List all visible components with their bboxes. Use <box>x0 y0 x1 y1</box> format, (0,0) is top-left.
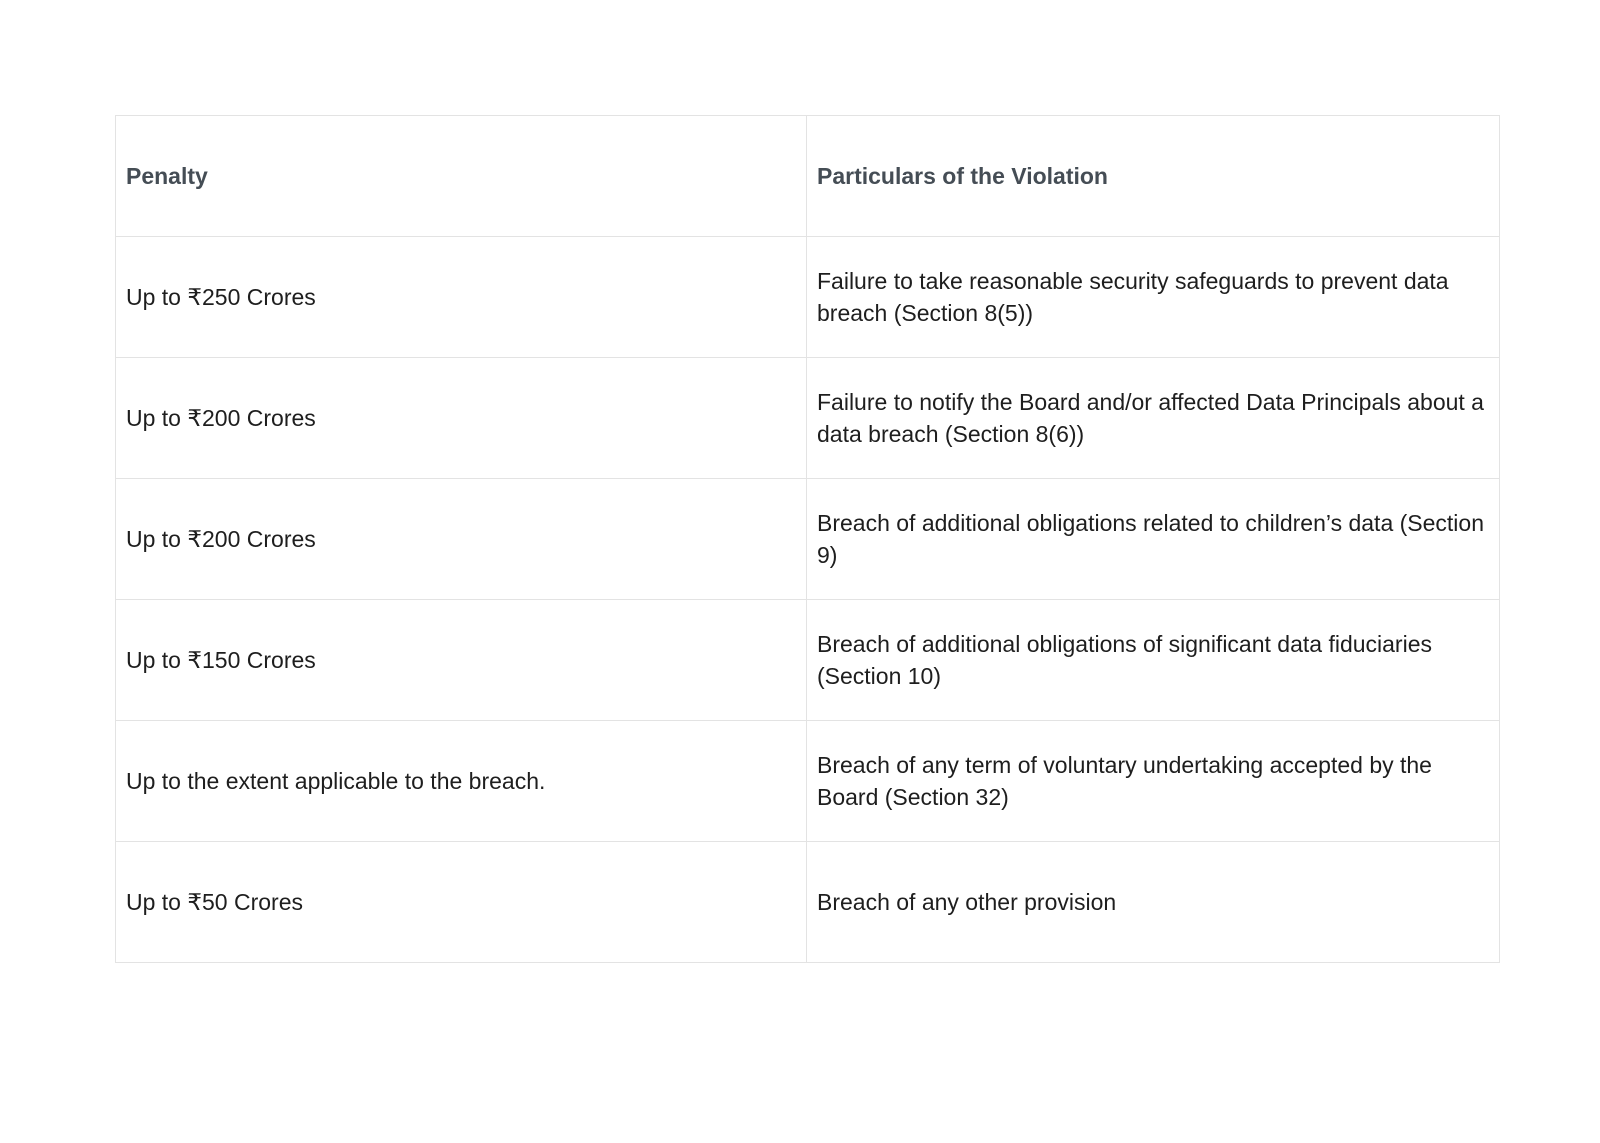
particulars-cell: Breach of additional obligations related to children’s data (Section 9) <box>807 479 1500 600</box>
particulars-cell: Failure to take reasonable security safeguards to prevent data breach (Section 8(5)) <box>807 237 1500 358</box>
particulars-cell: Failure to notify the Board and/or affected Data Principals about a data breach (Section 8(6)) <box>807 358 1500 479</box>
penalty-cell: Up to ₹150 Crores <box>116 600 807 721</box>
penalty-table <box>115 115 1500 963</box>
header-particulars: Particulars of the Violation <box>807 116 1500 237</box>
penalty-cell: Up to the extent applicable to the breach. <box>116 721 807 842</box>
penalty-cell: Up to ₹200 Crores <box>116 479 807 600</box>
penalty-cell: Up to ₹50 Crores <box>116 842 807 963</box>
table-row <box>116 479 1500 600</box>
table-row <box>116 600 1500 721</box>
particulars-cell: Breach of any other provision <box>807 842 1500 963</box>
table-row <box>116 842 1500 963</box>
particulars-cell: Breach of additional obligations of significant data fiduciaries (Section 10) <box>807 600 1500 721</box>
header-penalty: Penalty <box>116 116 807 237</box>
particulars-cell: Breach of any term of voluntary undertaking accepted by the Board (Section 32) <box>807 721 1500 842</box>
table-row <box>116 237 1500 358</box>
penalty-cell: Up to ₹200 Crores <box>116 358 807 479</box>
table-row <box>116 358 1500 479</box>
table-header-row <box>116 116 1500 237</box>
table-row <box>116 721 1500 842</box>
penalty-cell: Up to ₹250 Crores <box>116 237 807 358</box>
